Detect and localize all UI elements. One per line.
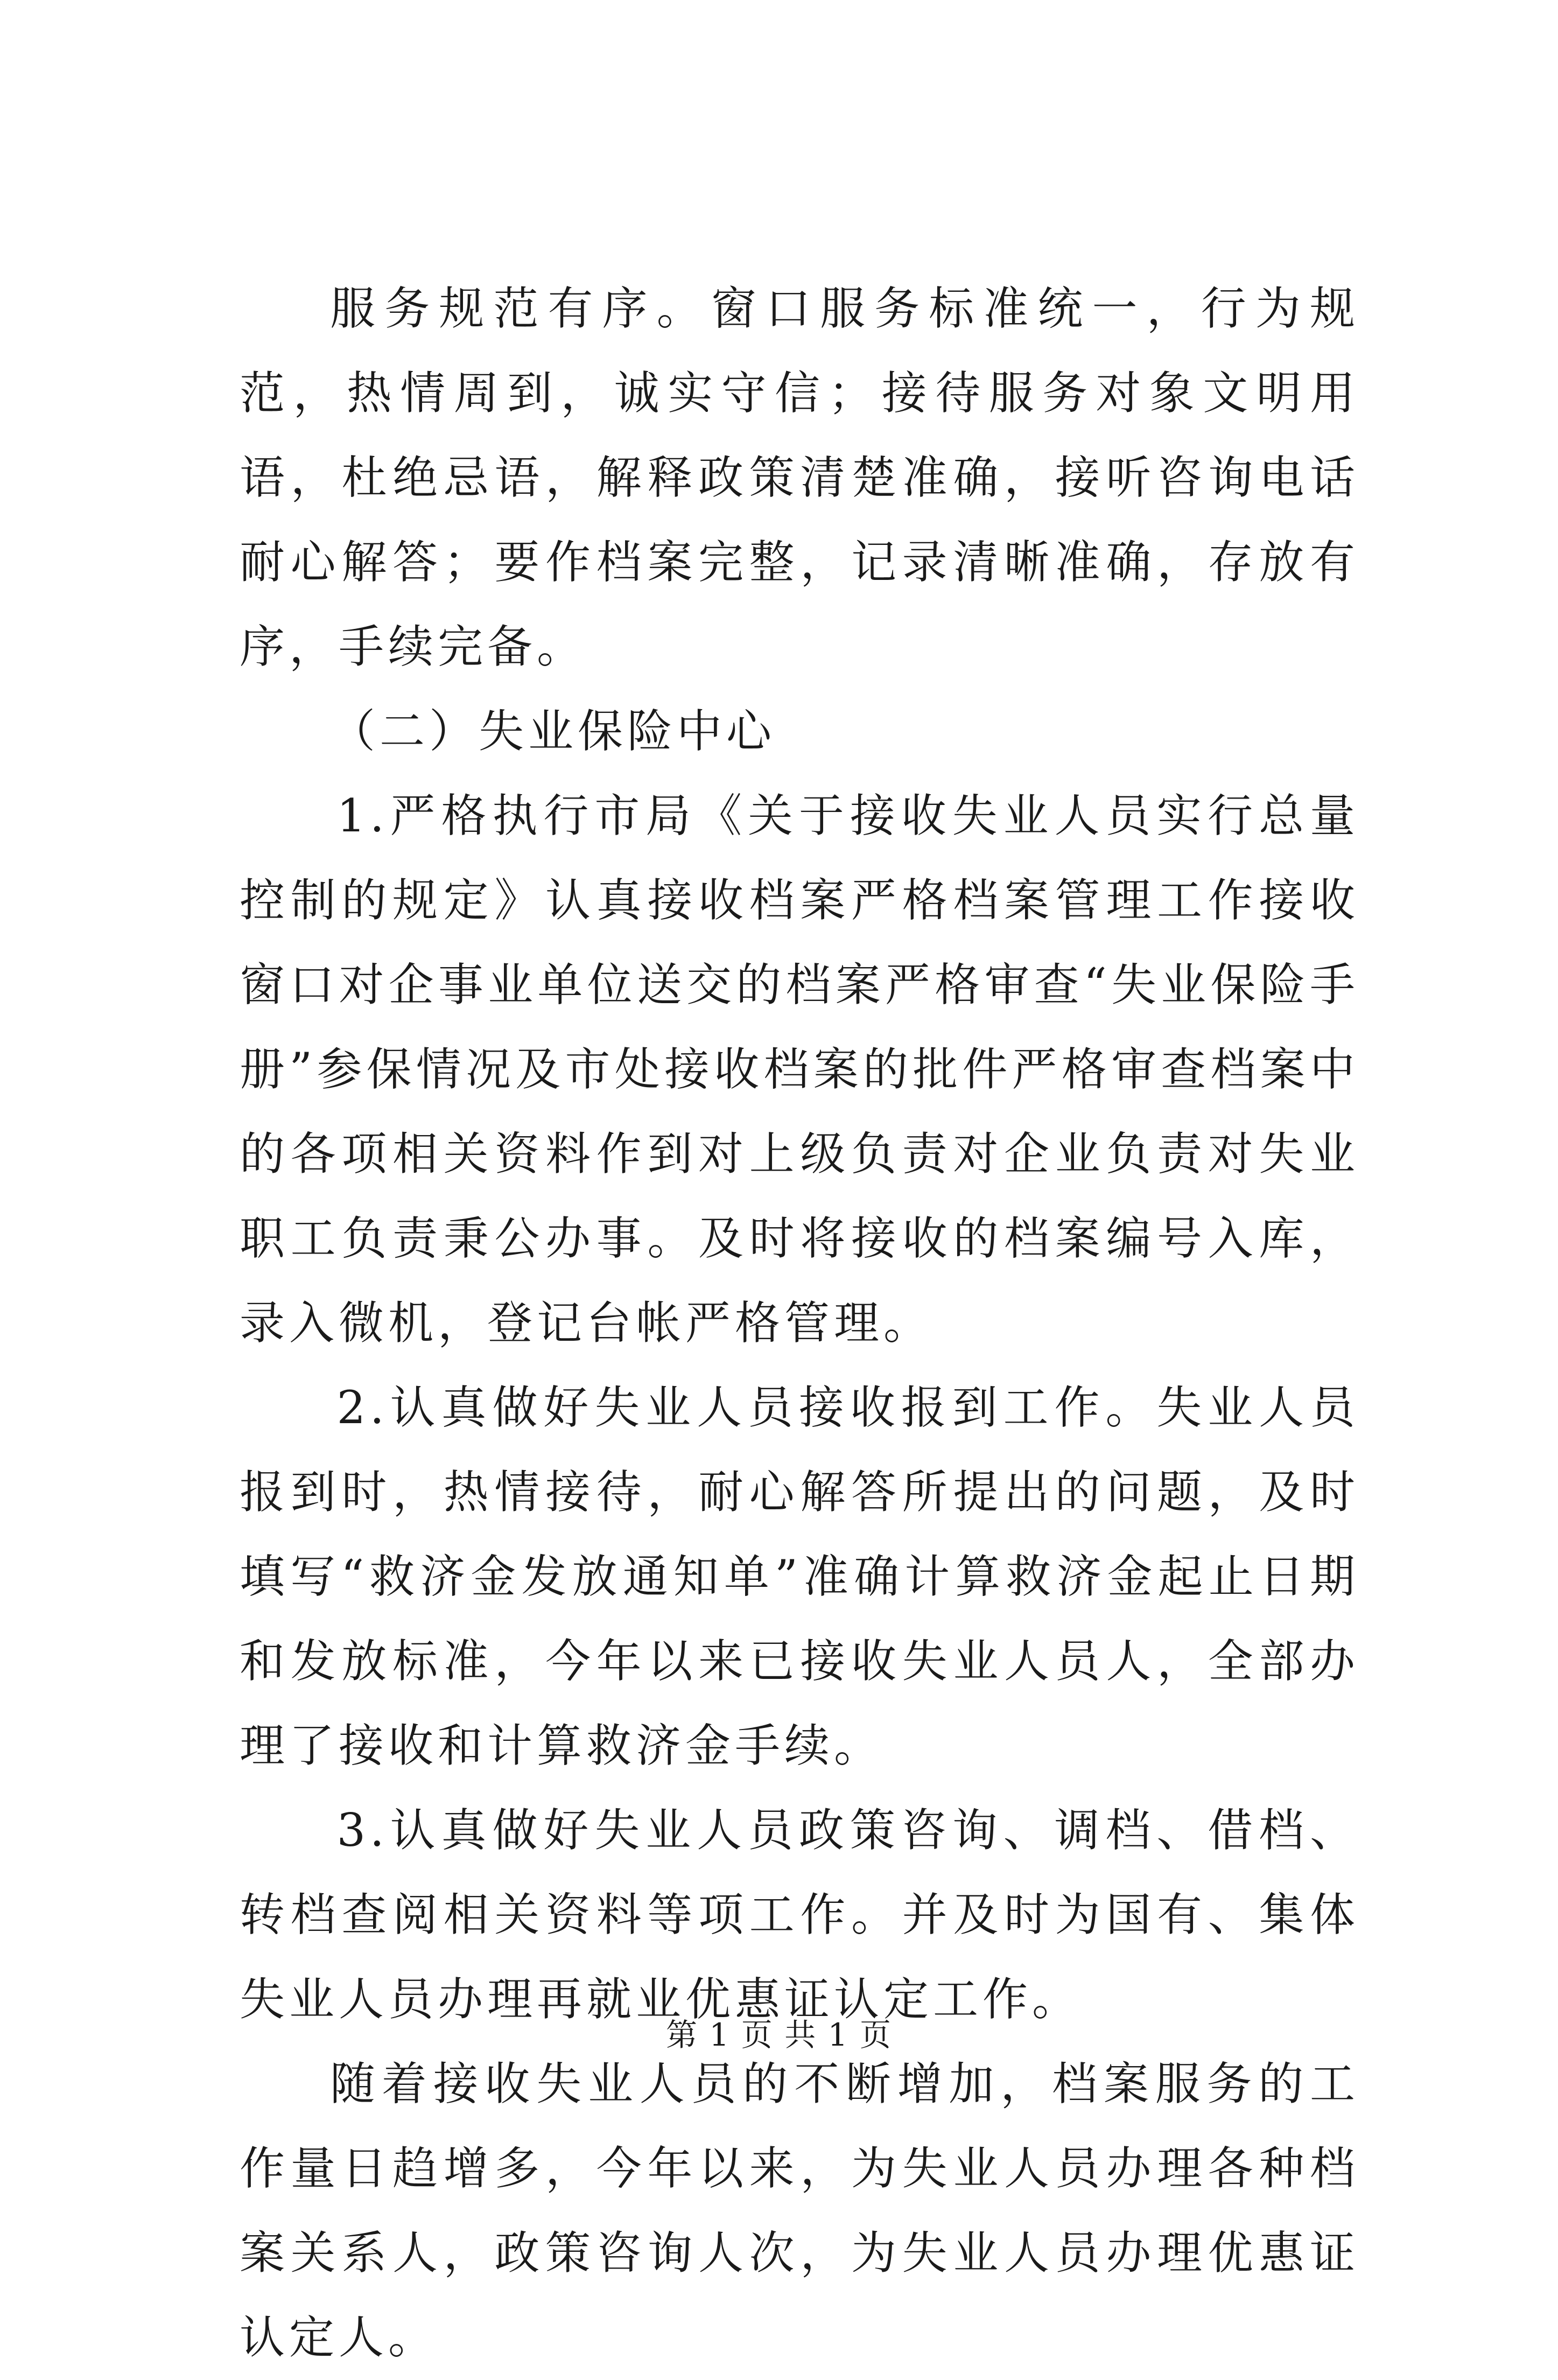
page-number-footer: 第 1 页 共 1 页: [666, 2017, 892, 2053]
paragraph-item-2: 2.认真做好失业人员接收报到工作。失业人员报到时，热情接待，耐心解答所提出的问题，及时填写“救济金发放通知单”准确计算救济金起止日期和发放标准，今年以来已接收失业人员人，全部办理了接收和计算救济金手续。: [240, 1381, 1359, 1772]
section-heading-unemployment-insurance-center: （二）失业保险中心: [330, 705, 776, 758]
paragraph-item-1: 1.严格执行市局《关于接收失业人员实行总量控制的规定》认真接收档案严格档案管理工作接收窗口对企事业单位送交的档案严格审查“失业保险手册”参保情况及市处接收档案的批件严格审查档案中的各项相关资料作到对上级负责对企业负责对失业职工负责秉公办事。及时将接收的档案编号入库，录入微机，登记台帐严格管理。: [240, 789, 1359, 1349]
document-body: [240, 267, 1359, 2380]
paragraph-item-3: 3.认真做好失业人员政策咨询、调档、借档、转档查阅相关资料等项工作。并及时为国有、集体失业人员办理再就业优惠证认定工作。: [240, 1804, 1359, 2026]
paragraph-summary: 随着接收失业人员的不断增加，档案服务的工作量日趋增多，今年以来，为失业人员办理各种档案关系人，政策咨询人次，为失业人员办理优惠证认定人。: [240, 2057, 1359, 2364]
paragraph-service-standards: 服务规范有序。窗口服务标准统一，行为规范，热情周到，诚实守信；接待服务对象文明用语，杜绝忌语，解释政策清楚准确，接听咨询电话耐心解答；要作档案完整，记录清晰准确，存放有序，手续完备。: [240, 282, 1359, 673]
